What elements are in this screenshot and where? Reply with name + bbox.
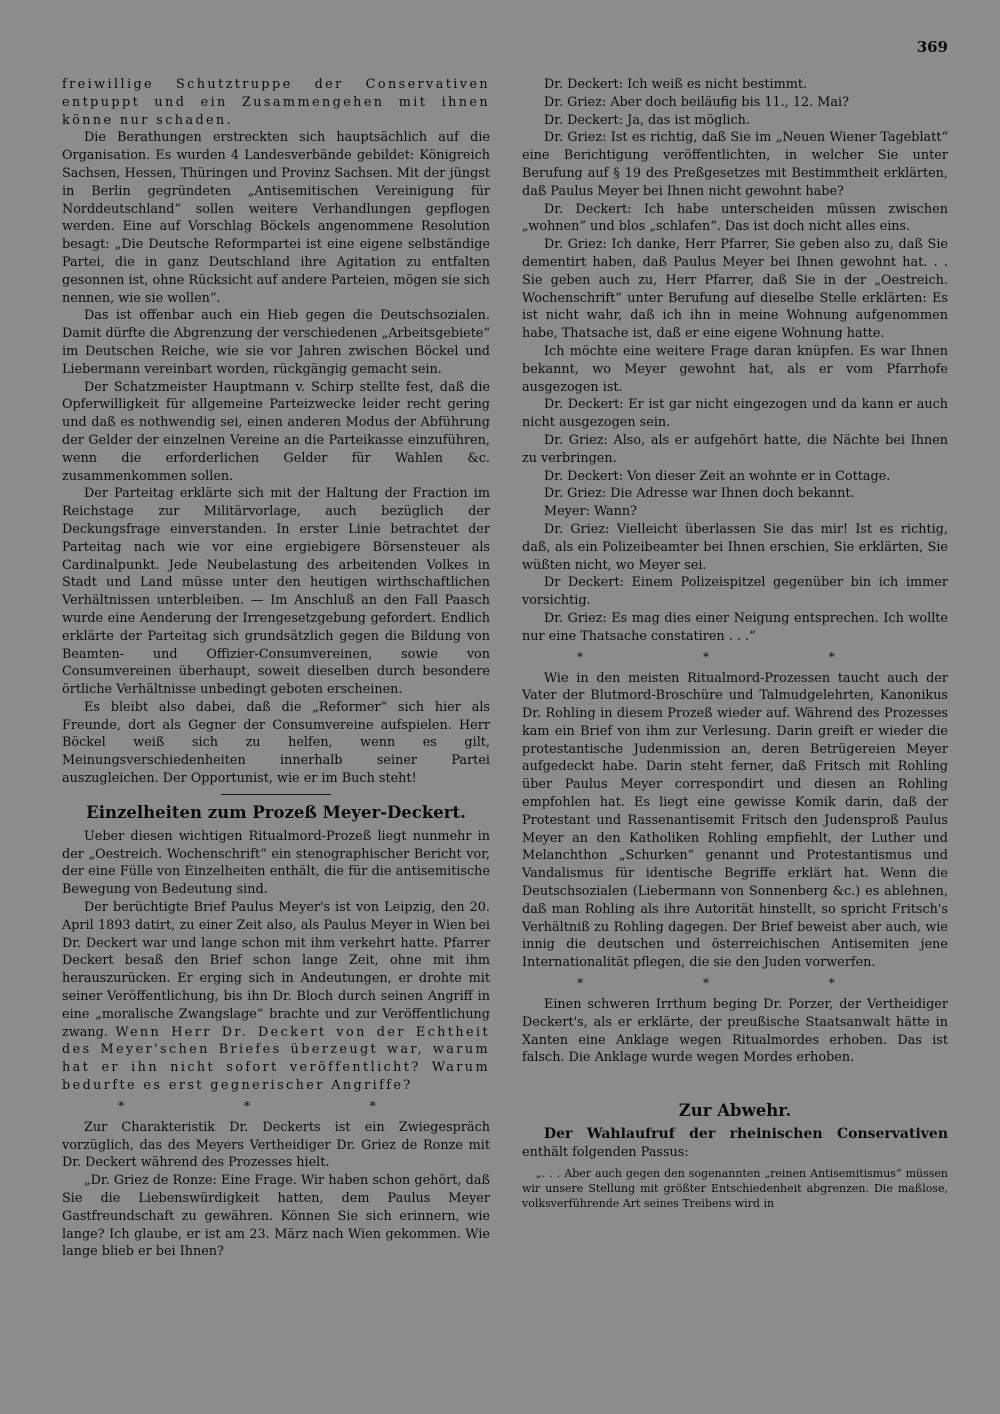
- paragraph: [62, 899, 490, 1095]
- article-heading: Einzelheiten zum Prozeß Meyer-Deckert.: [86, 802, 466, 822]
- paragraph: freiwillige Schutztruppe der Conservativen entpuppt und ein Zusammengehen mit ihnen könne nur schaden.: [62, 77, 490, 128]
- lead-rest: enthält folgenden Passus:: [522, 1145, 689, 1161]
- page-number: 369: [916, 38, 948, 56]
- divider-rule: [221, 794, 331, 795]
- separator-stars: * * *: [118, 1098, 434, 1113]
- paragraph-text: Der berüchtigte Brief Paulus Meyer's ist von Leipzig, den 20. April 1893 datirt, zu einer Zeit also, als Paulus Meyer in Wien bei Dr. Deckert war und lange schon mit ihm verkehrt hatte. Pfarrer Deckert besaß den Brief schon lange Zeit, ohne mit ihm herauszurücken. Er erging sich in Andeutungen, er drohte mit seiner Veröffentlichung, bis ihn Dr. Bloch durch seinen Angriff in eine „moralische Zwangslage“ brachte und zur Veröffentlichung zwang.: [62, 900, 490, 1040]
- left-column: [62, 76, 490, 1261]
- dialogue-line: Dr. Griez: Also, als er aufgehört hatte, die Nächte bei Ihnen zu verbringen.: [522, 432, 948, 466]
- dialogue-line: Dr. Griez: Ich danke, Herr Pfarrer, Sie geben also zu, daß Sie dementirt haben, daß Paulus Meyer bei Ihnen gewohnt hat. . . Sie geben auch zu, Herr Pfarrer, daß Sie in der „Oestreich. Wochenschrift“ unter Berufung auf dieselbe Stelle erklärten: Es ist nicht wahr, daß ich ihn in meine Wohnung aufgenommen habe, Thatsache ist, daß er eine eigene Wohnung hatte.: [522, 237, 948, 342]
- paragraph: Einen schweren Irrthum beging Dr. Porzer, der Vertheidiger Deckert's, als er erklärte, der preußische Staatsanwalt hätte in Xanten eine Anklage wegen Ritualmordes erhoben. Das ist falsch. Die Anklage wurde wegen Mordes erhoben.: [522, 997, 948, 1066]
- dialogue-line: Dr. Griez: Es mag dies einer Neigung entsprechen. Ich wollte nur eine Thatsache constatiren . . .“: [522, 610, 948, 644]
- dialogue-line: Dr. Griez: Ist es richtig, daß Sie im „Neuen Wiener Tageblatt“ eine Berichtigung veröffentlichten, in welcher Sie unter Berufung auf § 19 des Preßgesetzes mit Bestimmtheit erklärten, daß Paulus Meyer bei Ihnen nicht gewohnt habe?: [522, 130, 948, 199]
- dialogue-line: Dr. Griez: Die Adresse war Ihnen doch bekannt.: [544, 486, 855, 502]
- dialogue-line: Dr. Deckert: Ich habe unterscheiden müssen zwischen „wohnen“ und blos „schlafen“. Das ist doch nicht alles eins.: [522, 201, 948, 235]
- separator-stars: * * *: [577, 976, 893, 991]
- paragraph: Die Berathungen erstreckten sich hauptsächlich auf die Organisation. Es wurden 4 Landesverbände gebildet: Königreich Sachsen, Hessen, Thüringen und Provinz Sachsen. Mit der jüngst in Berlin gegründeten „Antisemitischen Vereinigung für Norddeutschland“ sollen weitere Verhandlungen gepflogen werden. Eine auf Vorschlag Böckels angenommene Resolution besagt: „Die Deutsche Reformpartei ist eine eigene selbständige Partei, die in ganz Deutschland ihre Agitation zu entfalten gesonnen ist, ohne Rücksicht auf andere Parteien, mögen sie sich nennen, wie sie wollen“.: [62, 130, 490, 306]
- right-column: [522, 76, 948, 1211]
- dialogue-line: Ich möchte eine weitere Frage daran knüpfen. Es war Ihnen bekannt, wo Meyer gewohnt hat, als er vom Pfarrhofe ausgezogen ist.: [522, 343, 948, 395]
- lead-title: Der Wahlaufruf der rheinischen Conservativen: [544, 1126, 948, 1143]
- paragraph: Es bleibt also dabei, daß die „Reformer“ sich hier als Freunde, dort als Gegner der Consumvereine aufspielen. Herr Böckel weiß sich zu helfen, wenn es gilt, Meinungsverschiedenheiten innerhalb seiner Partei auszugleichen. Der Opportunist, wie er im Buch steht!: [62, 699, 490, 787]
- dialogue-line: Dr. Deckert: Von dieser Zeit an wohnte er in Cottage.: [544, 468, 891, 484]
- paragraph: Ueber diesen wichtigen Ritualmord-Prozeß liegt nunmehr in der „Oestreich. Wochenschrift“ ein stenographischer Bericht vor, der eine Fülle von Einzelheiten enthält, die für die antisemitische Bewegung von Bedeutung sind.: [62, 828, 490, 898]
- dialogue-line: Dr Deckert: Einem Polizeispitzel gegenüber bin ich immer vorsichtig.: [522, 575, 948, 609]
- quoted-passage: „. . . Aber auch gegen den sogenannten „reinen Antisemitismus“ müssen wir unsere Stellung mit größter Entschiedenheit abgrenzen. Die maßlose, volksverführende Art seines Treibens wird in: [522, 1166, 948, 1210]
- dialogue-line: Dr. Griez: Aber doch beiläufig bis 11., 12. Mai?: [544, 94, 849, 110]
- lead-paragraph: [522, 1126, 948, 1162]
- paragraph: Der Schatzmeister Hauptmann v. Schirp stellte fest, daß die Opferwilligkeit für allgemeine Parteizwecke leider recht gering und daß es nothwendig sei, einen anderen Modus der Abführung der Gelder der einzelnen Vereine an die Parteikasse einzuführen, wenn die erforderlichen Gelder für Wahlen &c. zusammenkommen sollen.: [62, 379, 490, 484]
- section-heading: Zur Abwehr.: [678, 1101, 792, 1121]
- paragraph: Wie in den meisten Ritualmord-Prozessen taucht auch der Vater der Blutmord-Broschüre und Talmudgelehrten, Kanonikus Dr. Rohling in diesem Prozeß wieder auf. Während des Prozesses kam ein Brief von ihm zur Verlesung. Darin greift er wieder die protestantische Judenmission an, deren Betrügereien Meyer aufgedeckt habe. Darin steht ferner, daß Fritsch mit Rohling über Paulus Meyer correspondirt und diesen an Rohling empfohlen hat. Es liegt eine gewisse Komik darin, daß der Protestant und Rassenantisemit Fritsch den Judensproß Paulus Meyer an den Katholiken Rohling empfiehlt, der Luther und Melanchthon „Schurken“ genannt und Protestantismus und Vandalismus für identische Begriffe erklärt hat. Wenn die Deutschsozialen (Liebermann von Sonnenberg &c.) es ablehnen, daß man Rohling als ihre Autorität hinstellt, so spricht Fritsch's Verhältniß zu Rohling dagegen. Der Brief beweist aber auch, wie innig die deutschen und österreichischen Antisemiten jene Internationalität pflegen, die sie den Juden vorwerfen.: [522, 670, 948, 971]
- dialogue-line: Dr. Griez: Vielleicht überlassen Sie das mir! Ist es richtig, daß, als ein Polizeibeamter bei Ihnen erschien, Sie erklärten, Sie wüßten nicht, wo Meyer sei.: [522, 521, 948, 573]
- dialogue-line: Dr. Deckert: Ja, das ist möglich.: [544, 112, 750, 128]
- dialogue-line: Meyer: Wann?: [544, 504, 637, 520]
- separator-stars: * * *: [577, 649, 893, 664]
- paragraph: „Dr. Griez de Ronze: Eine Frage. Wir haben schon gehört, daß Sie die Liebenswürdigkeit hatten, dem Paulus Meyer Gastfreundschaft zu gewähren. Können Sie sich erinnern, wie lange? Ich glaube, er ist am 23. März nach Wien gekommen. Wie lange blieb er bei Ihnen?: [62, 1173, 490, 1260]
- dialogue-line: Dr. Deckert: Er ist gar nicht eingezogen und da kann er auch nicht ausgezogen sein.: [522, 397, 948, 431]
- dialogue-line: Dr. Deckert: Ich weiß es nicht bestimmt.: [544, 77, 808, 92]
- paragraph: Der Parteitag erklärte sich mit der Haltung der Fraction im Reichstage zur Militärvorlage, auch bezüglich der Deckungsfrage einverstanden. In erster Linie betrachtet der Parteitag nach wie vor eine ergiebigere Börsensteuer als Cardinalpunkt. Jede Neubelastung des arbeitenden Volkes in Stadt und Land müsse unter den heutigen wirthschaftlichen Verhältnissen unterbleiben. — Im Anschluß an den Fall Paasch wurde eine Aenderung der Irrengesetzgebung gefordert. Endlich erklärte der Parteitag sich grundsätzlich gegen die Bildung von Beamten- und Offizier-Consumvereinen, sowie von Consumvereinen überhaupt, soweit dieselben durch besondere örtliche Verhältnisse unbedingt geboten erscheinen.: [62, 486, 490, 698]
- spaced-emphasis: Wenn Herr Dr. Deckert von der Echtheit des Meyer'schen Briefes überzeugt war, warum hat er ihn nicht sofort veröffentlicht? Warum bedurfte es erst gegnerischer Angriffe?: [62, 1024, 490, 1094]
- paragraph: Zur Charakteristik Dr. Deckerts ist ein Zwiegespräch vorzüglich, das des Meyers Vertheidiger Dr. Griez de Ronze mit Dr. Deckert während des Prozesses hielt.: [62, 1119, 490, 1171]
- paragraph: Das ist offenbar auch ein Hieb gegen die Deutschsozialen. Damit dürfte die Abgrenzung der verschiedenen „Arbeitsgebiete“ im Deutschen Reiche, wie sie vor Jahren zwischen Böckel und Liebermann vereinbart worden, rückgängig gemacht sein.: [62, 308, 490, 377]
